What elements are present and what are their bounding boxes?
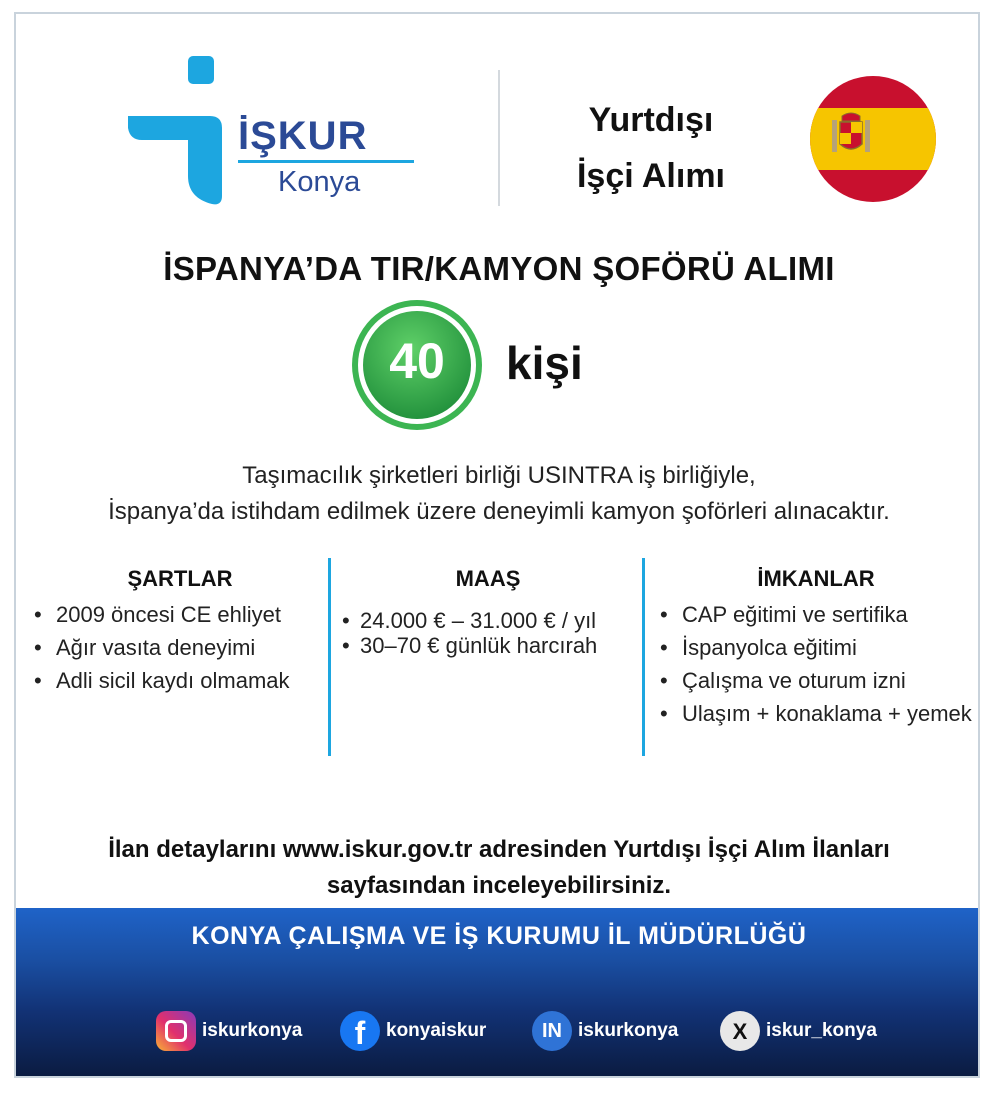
instagram-icon (156, 1011, 196, 1051)
spain-flag-icon (810, 76, 936, 202)
footer-title: KONYA ÇALIŞMA VE İŞ KURUMU İL MÜDÜRLÜĞÜ (191, 922, 807, 950)
column-divider (642, 558, 645, 756)
requirements-title: ŞARTLAR (127, 566, 233, 591)
social-facebook[interactable] (340, 1010, 486, 1052)
benefits-title: İMKANLAR (757, 566, 875, 591)
list-item: • CAP eğitimi ve sertifika (656, 598, 976, 631)
count-unit: kişi (506, 337, 583, 389)
iskur-app-icon: IN (532, 1011, 572, 1051)
job-poster (14, 12, 980, 1078)
list-item: • İspanyolca eğitimi (656, 631, 976, 664)
list-item: • Ağır vasıta deneyimi (30, 631, 330, 664)
list-item: • Ulaşım + konaklama + yemek (656, 697, 976, 730)
description-line1: Taşımacılık şirketleri birliği USINTRA iş birliğiyle, (242, 462, 756, 489)
facebook-icon: f (340, 1011, 380, 1051)
footer-band (16, 908, 980, 1078)
iskur-logo (126, 56, 426, 206)
list-item: • Çalışma ve oturum izni (656, 664, 976, 697)
social-handle: iskurkonya (202, 1020, 303, 1041)
salary-column (338, 566, 638, 658)
logo-underline (238, 160, 414, 163)
details-note-line2: sayfasından inceleyebilirsiniz. (326, 872, 672, 899)
header-title-line1: Yurtdışı (588, 101, 714, 139)
description (16, 458, 980, 530)
social-iskur-app[interactable] (532, 1010, 678, 1052)
header-divider (498, 70, 500, 206)
count-number: 40 (389, 333, 445, 389)
details-note-line1: İlan detaylarını www.iskur.gov.tr adresinden Yurtdışı İşçi Alım İlanları (108, 836, 890, 863)
headline: İSPANYA’DA TIR/KAMYON ŞOFÖRÜ ALIMI (163, 250, 835, 287)
requirements-column (30, 566, 330, 697)
logo-wordmark: İŞKUR (238, 114, 368, 158)
iskur-logo-mark-icon (126, 56, 236, 206)
list-item: • 24.000 € – 31.000 € / yıl (338, 608, 638, 633)
social-x[interactable] (720, 1010, 877, 1052)
logo-city: Konya (278, 166, 361, 198)
social-handle: iskurkonya (578, 1020, 679, 1041)
column-divider (328, 558, 331, 756)
list-item: • Adli sicil kaydı olmamak (30, 664, 330, 697)
header-title-line2: İşçi Alımı (576, 157, 726, 195)
list-item: • 30–70 € günlük harcırah (338, 633, 638, 658)
benefits-column (656, 566, 976, 730)
x-icon: X (720, 1011, 760, 1051)
list-item: • 2009 öncesi CE ehliyet (30, 598, 330, 631)
salary-title: MAAŞ (455, 566, 521, 591)
social-handle: iskur_konya (766, 1020, 877, 1041)
header-title (546, 92, 756, 204)
details-note (16, 832, 980, 904)
social-handle: konyaiskur (386, 1020, 487, 1041)
social-instagram[interactable] (156, 1010, 302, 1052)
description-line2: İspanya’da istihdam edilmek üzere deneyimli kamyon şoförleri alınacaktır. (108, 498, 890, 525)
